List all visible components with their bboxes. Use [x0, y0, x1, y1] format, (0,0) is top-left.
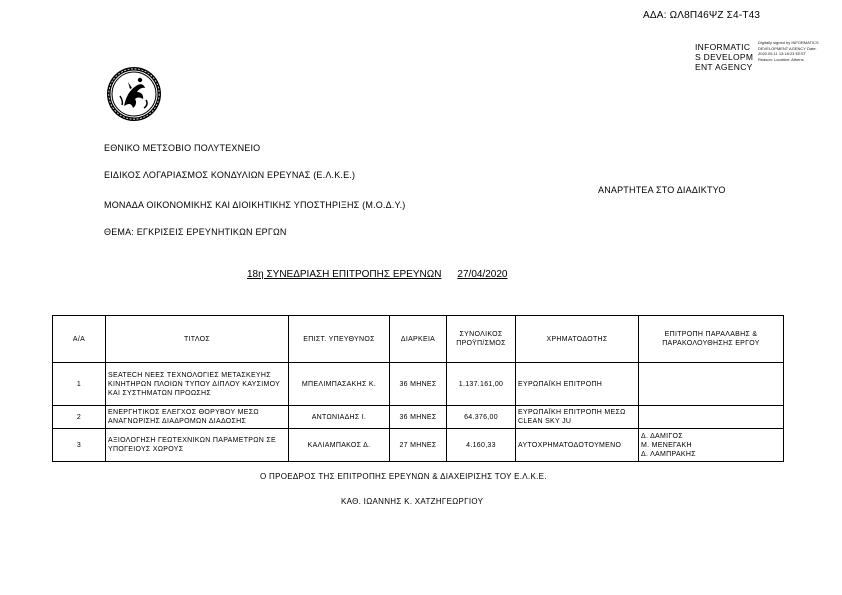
cell-funder: ΑΥΤΟΧΡΗΜΑΤΟΔΟΤΟΥΜΕΝΟ [516, 429, 639, 462]
session-heading [247, 269, 507, 280]
table-row [53, 406, 784, 429]
cell-funder: ΕΥΡΩΠΑΪΚΗ ΕΠΙΤΡΟΠΗ ΜΕΣΩ CLEAN SKY JU [516, 406, 639, 429]
table-row [53, 429, 784, 462]
digital-signature-details: Digitally signed by INFORMATICS DEVELOPMENT AGENCY Date: 2020.05.11 13:18:23 EEST Reason: Location: Athens [758, 40, 819, 62]
cell-title: ΑΞΙΟΛΟΓΗΣΗ ΓΕΩΤΕΧΝΙΚΩΝ ΠΑΡΑΜΕΤΡΩΝ ΣΕ ΥΠΟΓΕΙΟΥΣ ΧΩΡΟΥΣ [106, 429, 289, 462]
president-name: ΚΑΘ. ΙΩΑΝΝΗΣ Κ. ΧΑΤΖΗΓΕΩΡΓΙΟΥ [341, 497, 484, 506]
university-logo [106, 66, 162, 122]
cell-budget: 4.160,33 [447, 429, 516, 462]
projects-table [52, 315, 784, 462]
cell-duration: 36 ΜΗΝΕΣ [390, 406, 447, 429]
post-online-notice: ΑΝΑΡΤΗΤΕΑ ΣΤΟ ΔΙΑΔΙΚΤΥΟ [598, 185, 726, 195]
subject-line: ΘΕΜΑ: ΕΓΚΡΙΣΕΙΣ ΕΡΕΥΝΗΤΙΚΩΝ ΕΡΓΩΝ [104, 227, 287, 237]
header-aa: Α/Α [53, 316, 106, 363]
cell-funder: ΕΥΡΩΠΑΪΚΗ ΕΠΙΤΡΟΠΗ [516, 363, 639, 406]
cell-duration: 27 ΜΗΝΕΣ [390, 429, 447, 462]
header-duration: ΔΙΑΡΚΕΙΑ [390, 316, 447, 363]
cell-committee [639, 363, 784, 406]
cell-scientific-lead: ΚΑΛΙΑΜΠΑΚΟΣ Δ. [289, 429, 390, 462]
session-date: 27/04/2020 [457, 269, 508, 280]
cell-duration: 36 ΜΗΝΕΣ [390, 363, 447, 406]
elke-name: ΕΙΔΙΚΟΣ ΛΟΓΑΡΙΑΣΜΟΣ ΚΟΝΔΥΛΙΩΝ ΕΡΕΥΝΑΣ (Ε.Λ.Κ.Ε.) [104, 170, 356, 180]
cell-scientific-lead: ΑΝΤΩΝΙΑΔΗΣ Ι. [289, 406, 390, 429]
header-title: ΤΙΤΛΟΣ [106, 316, 289, 363]
header-funder: ΧΡΗΜΑΤΟΔΟΤΗΣ [516, 316, 639, 363]
header-budget: ΣΥΝΟΛΙΚΟΣ ΠΡΟΫΠ/ΣΜΟΣ [447, 316, 516, 363]
digital-signature-name: INFORMATICS DEVELOPMENT AGENCY [695, 42, 754, 72]
cell-scientific-lead: ΜΠΕΛΙΜΠΑΣΑΚΗΣ Κ. [289, 363, 390, 406]
cell-title: ΕΝΕΡΓΗΤΙΚΟΣ ΕΛΕΓΧΟΣ ΘΟΡΥΒΟΥ ΜΕΣΩ ΑΝΑΓΝΩΡΙΣΗΣ ΔΙΑΔΡΟΜΩΝ ΔΙΑΔΟΣΗΣ [106, 406, 289, 429]
cell-budget: 64.376,00 [447, 406, 516, 429]
mody-name: ΜΟΝΑΔΑ ΟΙΚΟΝΟΜΙΚΗΣ ΚΑΙ ΔΙΟΙΚΗΤΙΚΗΣ ΥΠΟΣΤΗΡΙΞΗΣ (Μ.Ο.Δ.Υ.) [104, 200, 406, 210]
cell-aa: 2 [53, 406, 106, 429]
ntua-seal-icon [106, 66, 162, 122]
header-committee: ΕΠΙΤΡΟΠΗ ΠΑΡΑΛΑΒΗΣ & ΠΑΡΑΚΟΛΟΥΘΗΣΗΣ ΕΡΓΟΥ [639, 316, 784, 363]
university-name: ΕΘΝΙΚΟ ΜΕΤΣΟΒΙΟ ΠΟΛΥΤΕΧΝΕΙΟ [104, 143, 261, 153]
table-header-row [53, 316, 784, 363]
ada-number: ΑΔΑ: ΩΛ8Π46ΨΖ Σ4-Τ43 [643, 10, 761, 21]
cell-title: SEATECH ΝΕΕΣ ΤΕΧΝΟΛΟΓΙΕΣ ΜΕΤΑΣΚΕΥΗΣ ΚΙΝΗΤΗΡΩΝ ΠΛΟΙΩΝ ΤΥΠΟΥ ΔΙΠΛΟΥ ΚΑΥΣΙΜΟΥ ΚΑΙ ΣΥΣΤΗΜΑΤΩΝ ΠΡΟΩΣΗΣ [106, 363, 289, 406]
cell-aa: 3 [53, 429, 106, 462]
session-title: 18η ΣΥΝΕΔΡΙΑΣΗ ΕΠΙΤΡΟΠΗΣ ΕΡΕΥΝΩΝ [247, 269, 442, 280]
cell-committee: Δ. ΔΑΜΙΓΟΣ Μ. ΜΕΝΕΓΑΚΗ Δ. ΛΑΜΠΡΑΚΗΣ [639, 429, 784, 462]
cell-committee [639, 406, 784, 429]
cell-budget: 1.137.161,00 [447, 363, 516, 406]
president-title: Ο ΠΡΟΕΔΡΟΣ ΤΗΣ ΕΠΙΤΡΟΠΗΣ ΕΡΕΥΝΩΝ & ΔΙΑΧΕΙΡΙΣΗΣ ΤΟΥ Ε.Λ.Κ.Ε. [260, 472, 547, 481]
table-row [53, 363, 784, 406]
header-scientific-lead: ΕΠΙΣΤ. ΥΠΕΥΘΥΝΟΣ [289, 316, 390, 363]
cell-aa: 1 [53, 363, 106, 406]
